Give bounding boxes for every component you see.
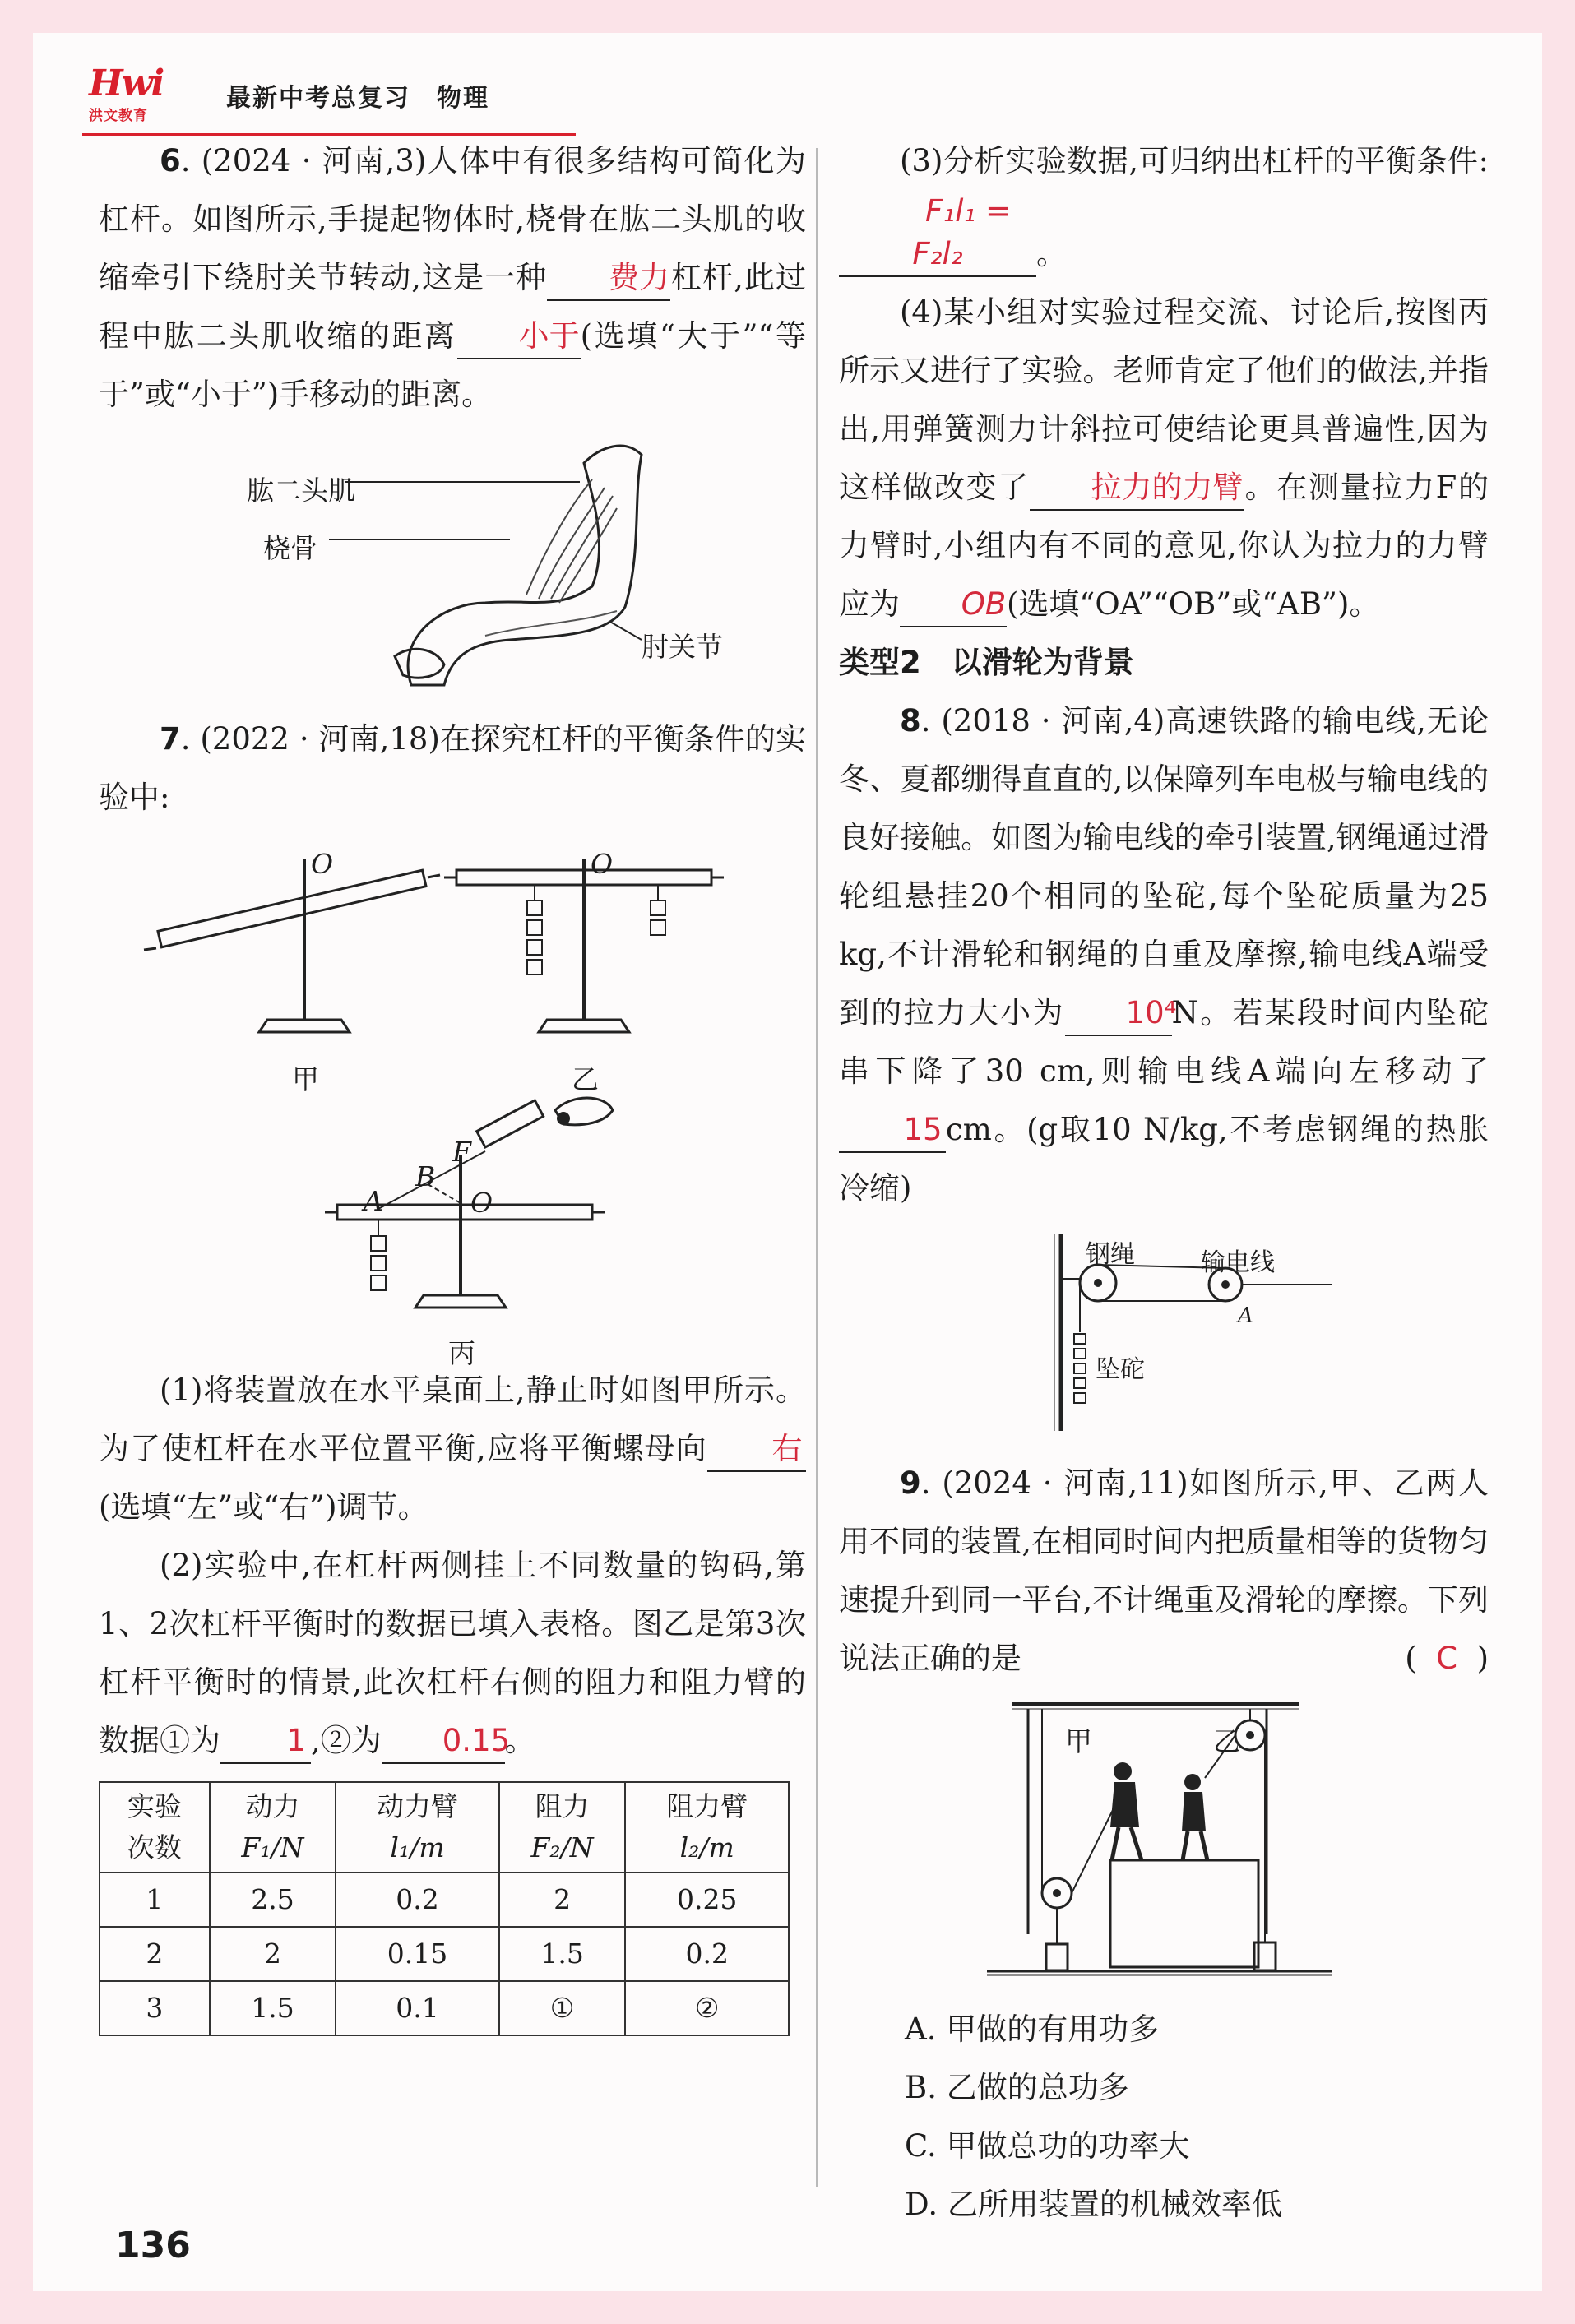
header-line: 动力臂: [377, 1790, 459, 1822]
q7-part-3: [839, 132, 1489, 283]
option-c: C. 甲做总功的功率大: [905, 2128, 1190, 2164]
header-title: 最新中考总复习 物理: [226, 84, 489, 113]
answer-blank: 1: [220, 1720, 311, 1764]
question-8: [839, 692, 1489, 1217]
point-a-label: A: [1238, 1303, 1253, 1328]
header-line: 阻力臂: [666, 1790, 748, 1822]
header-line: 实验: [127, 1790, 182, 1822]
right-column: [839, 132, 1489, 2234]
table-cell: 1.5: [210, 1981, 336, 2035]
table-cell: ①: [499, 1981, 626, 2035]
table-cell: 0.15: [336, 1927, 499, 1981]
question-text: (选填“左”或“右”)调节。: [99, 1489, 428, 1525]
logo: [82, 62, 206, 128]
answer-choice: [1344, 1629, 1489, 1687]
table-row: [100, 1927, 789, 1981]
lever-jia: [144, 859, 440, 1032]
answer-blank: 拉力的力臂: [1030, 466, 1244, 511]
question-text: (选填“大于”“等于”或“小于”)手移动的距离。: [99, 318, 806, 412]
answer-blank: F₁l₁ = F₂l₂: [839, 190, 1036, 277]
question-text: ,②为: [311, 1723, 382, 1758]
figure-bing-label: 丙: [448, 1337, 475, 1369]
force-f-label: F: [452, 1136, 471, 1168]
question-6: [99, 132, 806, 424]
q7-part-4: [839, 283, 1489, 633]
table-cell: 2: [499, 1873, 626, 1927]
question-text: 。: [1036, 236, 1067, 271]
option-a: A. 甲做的有用功多: [905, 2012, 1160, 2047]
question-text: (选填“OA”“OB”或“AB”)。: [1007, 586, 1380, 622]
table-header-cell: [499, 1782, 626, 1873]
question-number: 8: [900, 703, 921, 738]
table-header-cell: [210, 1782, 336, 1873]
option-d: D. 乙所用装置的机械效率低: [905, 2187, 1282, 2222]
header-line: 动力: [245, 1790, 300, 1822]
table-cell: 2: [100, 1927, 210, 1981]
lever-figure-bing: [99, 1090, 806, 1369]
lever-drawing-jia-yi: [99, 835, 806, 1090]
question-7: [99, 710, 806, 826]
question-number: 9: [900, 1465, 921, 1501]
question-text: . (2018 · 河南,4)高速铁路的输电线,无论冬、夏都绷得直直的,以保障列车电极与输电线的良好接触。如图为输电线的牵引装置,钢绳通过滑轮组悬挂20个相同的坠砣,每个坠砣质量为25 kg,不计滑轮和钢绳的自重及摩擦,输电线A端受到的拉力大小为: [839, 703, 1489, 1030]
biceps-label: 肱二头肌: [247, 475, 355, 507]
header-line: l₂/m: [679, 1831, 734, 1863]
answer-blank: 0.15: [382, 1720, 505, 1764]
figure-yi-label: 乙: [572, 1063, 599, 1095]
answer-blank: 小于: [457, 315, 581, 359]
pivot-o-label: O: [591, 848, 614, 880]
table-cell: 0.1: [336, 1981, 499, 2035]
question-text: . (2024 · 河南,11)如图所示,甲、乙两人用不同的装置,在相同时间内把质量相等的货物匀速提升到同一平台,不计绳重及滑轮的摩擦。下列说法正确的是: [839, 1465, 1489, 1676]
header-line: F₁/N: [241, 1831, 304, 1863]
answer-letter: C: [1436, 1641, 1458, 1676]
table-header-cell: [336, 1782, 499, 1873]
elbow-label: 肘关节: [642, 631, 723, 663]
rope-label: 钢绳: [1086, 1240, 1135, 1269]
lifting-drawing: [839, 1696, 1489, 2000]
pulley-drawing: [839, 1225, 1489, 1447]
question-text: . (2024 · 河南,3)人体中有很多结构可简化为杠杆。如图所示,手提起物体时,桡骨在肱二头肌的收缩牵引下绕肘关节转动,这是一种: [99, 143, 806, 295]
point-a-label: A: [364, 1185, 383, 1217]
table-cell: 0.2: [336, 1873, 499, 1927]
question-text: 。: [504, 1723, 535, 1758]
question-text: (3)分析实验数据,可归纳出杠杆的平衡条件:: [900, 143, 1489, 178]
logo-subtitle: 洪文教育: [89, 108, 148, 124]
header-line: 阻力: [535, 1790, 590, 1822]
table-cell: 2.5: [210, 1873, 336, 1927]
person-jia-label: 甲: [1065, 1725, 1092, 1757]
logo-mark: Hwi: [89, 62, 164, 104]
table-cell: 0.25: [625, 1873, 789, 1927]
header-line: l₁/m: [390, 1831, 445, 1863]
question-number: 6: [160, 143, 181, 178]
lever-data-table: [99, 1781, 790, 2036]
wire-label: 输电线: [1201, 1248, 1275, 1277]
header-line: F₂/N: [530, 1831, 594, 1863]
pivot-o-label: O: [470, 1187, 493, 1219]
q7-part-1: [99, 1361, 806, 1536]
answer-blank: OB: [900, 583, 1007, 627]
left-column: [99, 132, 806, 2036]
lifting-figure: [839, 1696, 1489, 2000]
table-cell: ②: [625, 1981, 789, 2035]
question-9: [839, 1454, 1489, 1687]
table-cell: 1.5: [499, 1927, 626, 1981]
table-header-cell: [625, 1782, 789, 1873]
table-row: [100, 1981, 789, 2035]
table-header-row: [100, 1782, 789, 1873]
page-number: 136: [115, 2224, 191, 2266]
bracket: (: [1405, 1641, 1417, 1676]
figure-jia-label: 甲: [292, 1063, 319, 1095]
page: [33, 33, 1542, 2291]
q7-part-2: [99, 1536, 806, 1770]
table-cell: 0.2: [625, 1927, 789, 1981]
question-text: 。在测量拉力F的力臂时,小组内有不同的意见,你认为拉力的力臂应为: [839, 470, 1489, 622]
question-text: . (2022 · 河南,18)在探究杠杆的平衡条件的实验中:: [99, 721, 806, 815]
lever-yi: [444, 859, 724, 1032]
point-b-label: B: [415, 1160, 436, 1192]
lever-figures-top: [99, 835, 806, 1095]
section-title: 类型2 以滑轮为背景: [839, 645, 1134, 680]
question-text: (4)某小组对实验过程交流、讨论后,按图丙所示又进行了实验。老师肯定了他们的做法,并指出,用弹簧测力计斜拉可使结论更具普遍性,因为这样做改变了: [839, 294, 1489, 505]
bracket: ): [1476, 1641, 1489, 1676]
question-number: 7: [160, 721, 181, 757]
person-yi-label: 乙: [1213, 1725, 1240, 1757]
option-b: B. 乙做的总功多: [905, 2070, 1129, 2105]
pulley-figure: [839, 1225, 1489, 1447]
table-cell: 3: [100, 1981, 210, 2035]
question-text: N。若某段时间内坠砣串下降了30 cm,则输电线A端向左移动了: [839, 995, 1489, 1089]
pivot-o-label: O: [311, 848, 334, 880]
header-line: 次数: [127, 1831, 182, 1863]
answer-blank: 10⁴: [1065, 992, 1172, 1036]
table-cell: 2: [210, 1927, 336, 1981]
question-text: cm。(g取10 N/kg,不考虑钢绳的热胀冷缩): [839, 1112, 1489, 1206]
question-text: 杠杆,此过程中肱二头肌收缩的距离: [99, 260, 807, 354]
table-row: [100, 1873, 789, 1927]
arm-figure: [99, 430, 806, 701]
answer-blank: 费力: [547, 257, 670, 301]
radius-label: 桡骨: [263, 532, 317, 564]
question-text: (2)实验中,在杠杆两侧挂上不同数量的钩码,第1、2次杠杆平衡时的数据已填入表格。图乙是第3次杠杆平衡时的情景,此次杠杆右侧的阻力和阻力臂的数据①为: [99, 1548, 806, 1758]
header: [82, 62, 592, 137]
table-cell: 1: [100, 1873, 210, 1927]
answer-blank: 15: [839, 1109, 946, 1153]
weight-label: 坠砣: [1096, 1355, 1145, 1384]
column-divider: [816, 148, 818, 2187]
question-text: (1)将装置放在水平桌面上,静止时如图甲所示。为了使杠杆在水平位置平衡,应将平衡螺母向: [99, 1373, 806, 1466]
answer-blank: 右: [707, 1428, 806, 1472]
table-header-cell: [100, 1782, 210, 1873]
